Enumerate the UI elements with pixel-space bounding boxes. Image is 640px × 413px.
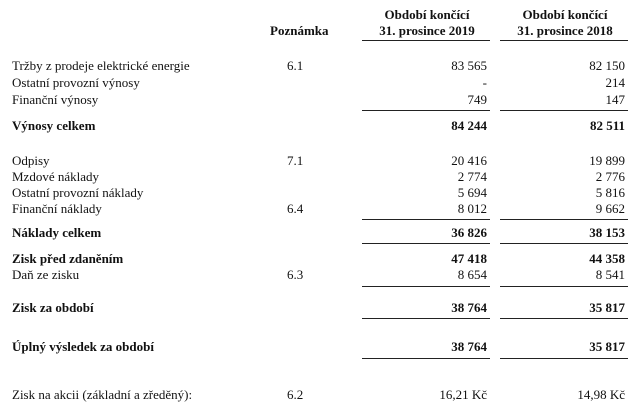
value-2019: 2 774	[457, 169, 487, 184]
col-2018-header-line2: 31. prosince 2018	[517, 23, 613, 38]
row-note: 6.3	[287, 267, 304, 282]
value-2018: 5 816	[595, 185, 625, 200]
note-column-header: Poznámka	[270, 23, 329, 38]
value-2018: 9 662	[595, 201, 625, 216]
row-label: Ostatní provozní náklady	[12, 185, 144, 200]
value-2019: 83 565	[451, 58, 487, 73]
row-label: Daň ze zisku	[12, 267, 80, 282]
total-line-2018	[500, 318, 628, 319]
value-2018: 44 358	[589, 251, 625, 266]
row-label: Finanční náklady	[12, 201, 102, 216]
row-label: Zisk na akcii (základní a zředěný):	[12, 387, 193, 402]
total-line-2019	[362, 318, 490, 319]
value-2018: 82 150	[589, 58, 625, 73]
value-2019: 16,21 Kč	[439, 387, 487, 402]
subtotal-line-2018	[500, 286, 628, 287]
header-underline-2019	[362, 40, 490, 41]
row-label: Zisk před zdaněním	[12, 251, 124, 266]
subtotal-line-2018	[500, 219, 628, 220]
value-2019: 38 764	[451, 300, 487, 315]
final-line-2018	[500, 358, 628, 359]
value-2018: 2 776	[595, 169, 625, 184]
row-label: Náklady celkem	[12, 225, 102, 240]
row-label: Úplný výsledek za období	[12, 339, 154, 354]
subtotal-line-2019	[362, 219, 490, 220]
value-2019: 8 012	[457, 201, 487, 216]
value-2018: 35 817	[589, 339, 625, 354]
value-2018: 214	[605, 75, 625, 90]
value-2018: 35 817	[589, 300, 625, 315]
total-line-2019	[362, 243, 490, 244]
value-2019: 36 826	[451, 225, 487, 240]
value-2019: 47 418	[451, 251, 487, 266]
value-2018: 38 153	[589, 225, 625, 240]
row-label: Mzdové náklady	[12, 169, 100, 184]
row-label: Odpisy	[12, 153, 50, 168]
subtotal-line-2019	[362, 286, 490, 287]
row-label: Výnosy celkem	[12, 118, 96, 133]
row-note: 6.1	[287, 58, 304, 73]
value-2018: 147	[605, 92, 625, 107]
value-2018: 14,98 Kč	[577, 387, 625, 402]
col-2019-header-line1: Období končící	[384, 7, 470, 22]
value-2018: 82 511	[589, 118, 625, 133]
header-underline-2018	[500, 40, 628, 41]
value-2019: 20 416	[451, 153, 487, 168]
final-line-2019	[362, 358, 490, 359]
value-2019: 5 694	[457, 185, 487, 200]
value-2019: 38 764	[451, 339, 487, 354]
total-line-2018	[500, 243, 628, 244]
row-note: 6.4	[287, 201, 304, 216]
value-2019: 8 654	[457, 267, 487, 282]
subtotal-line-2018	[500, 110, 628, 111]
value-2019: 749	[467, 92, 487, 107]
value-2018: 19 899	[589, 153, 625, 168]
row-label: Ostatní provozní výnosy	[12, 75, 140, 90]
row-label: Zisk za období	[12, 300, 94, 315]
row-note: 6.2	[287, 387, 304, 402]
col-2018-header-line1: Období končící	[522, 7, 608, 22]
col-2019-header-line2: 31. prosince 2019	[379, 23, 475, 38]
value-2019: 84 244	[451, 118, 487, 133]
value-2019: -	[482, 75, 487, 90]
subtotal-line-2019	[362, 110, 490, 111]
row-label: Finanční výnosy	[12, 92, 99, 107]
row-label: Tržby z prodeje elektrické energie	[12, 58, 190, 73]
value-2018: 8 541	[595, 267, 625, 282]
row-note: 7.1	[287, 153, 304, 168]
